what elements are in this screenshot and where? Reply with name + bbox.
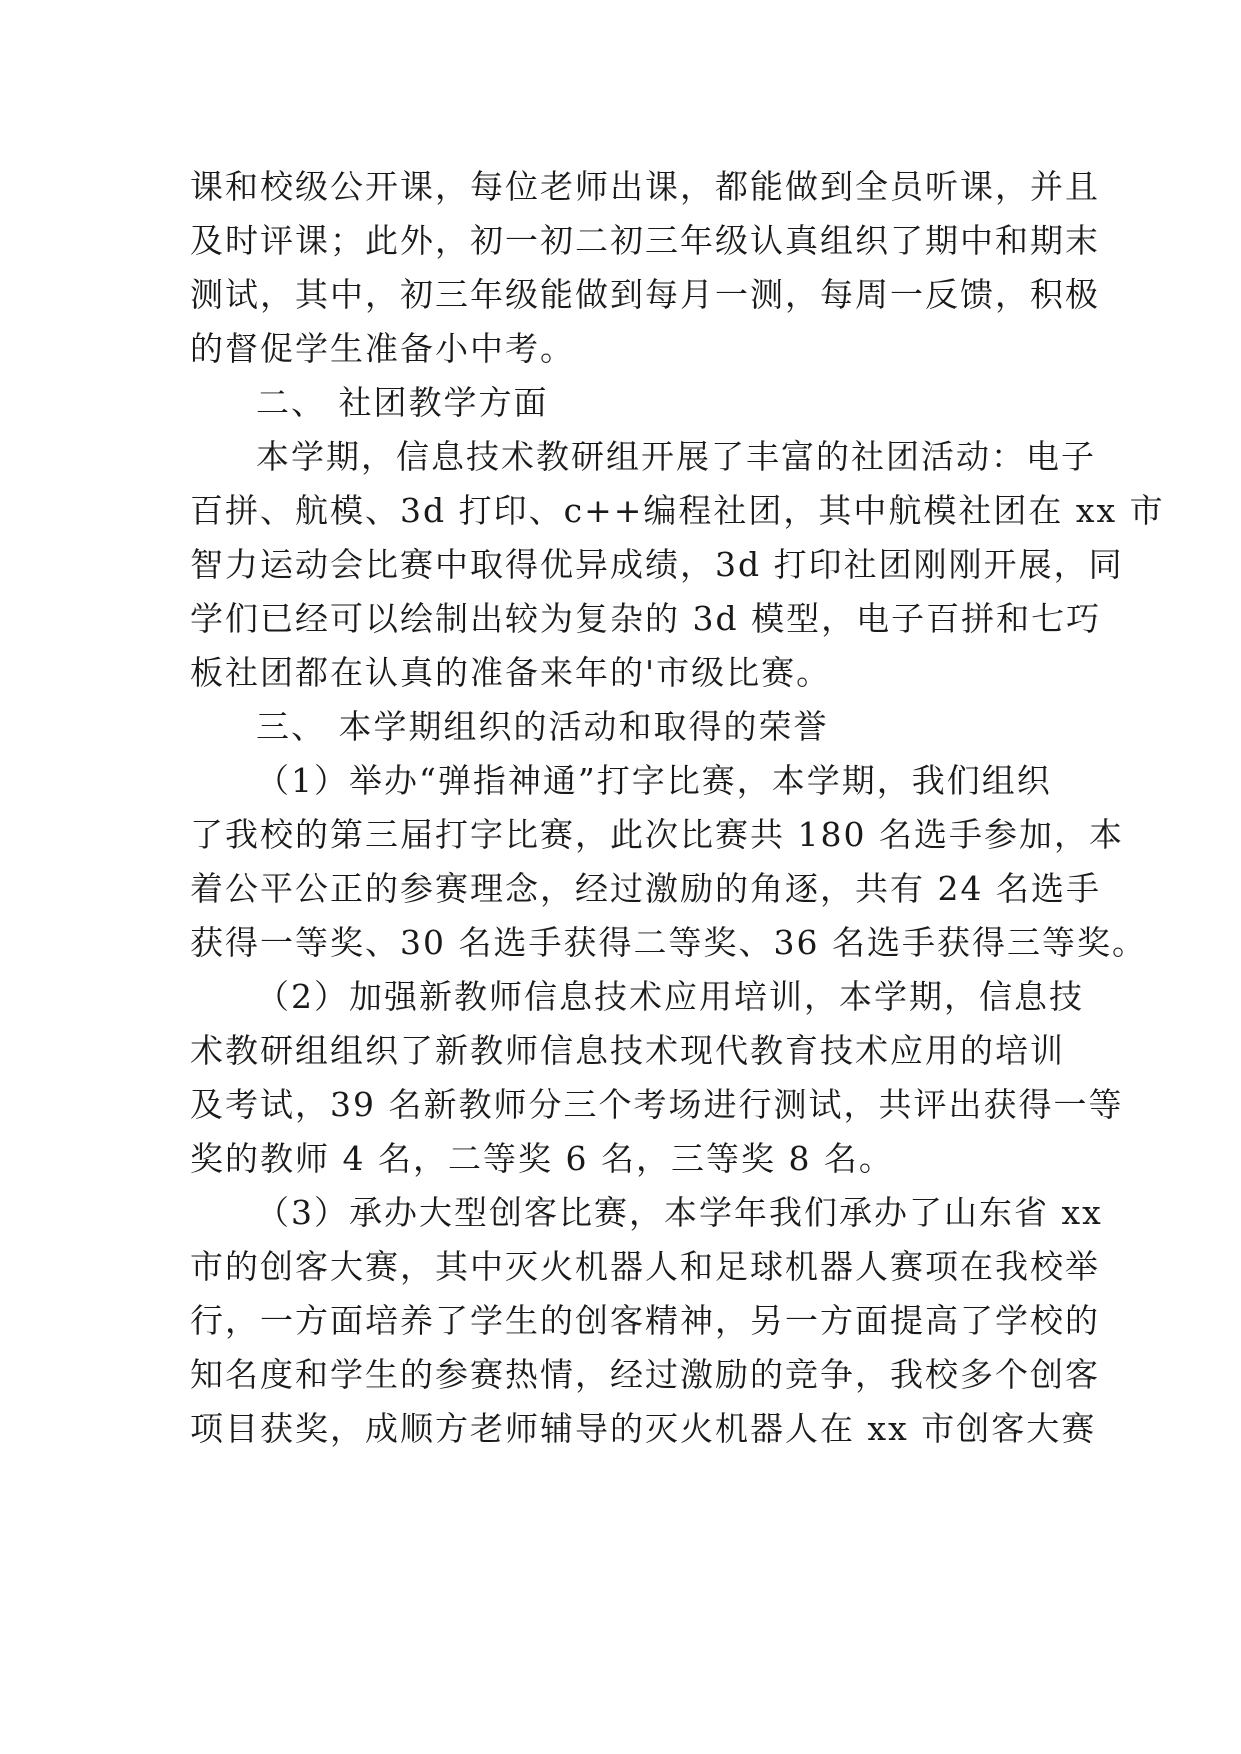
paragraph-line: 课和校级公开课，每位老师出课，都能做到全员听课，并且 [190,167,1100,206]
paragraph-line: 板社团都在认真的准备来年的'市级比赛。 [190,653,832,692]
paragraph-line: 市的创客大赛，其中灭火机器人和足球机器人赛项在我校举 [190,1247,1100,1286]
paragraph-line: 知名度和学生的参赛热情，经过激励的竞争，我校多个创客 [190,1355,1100,1394]
paragraph-line: （2）加强新教师信息技术应用培训，本学期，信息技 [256,977,1084,1016]
paragraph-line: 着公平公正的参赛理念，经过激励的角逐，共有 24 名选手 [190,869,1101,908]
paragraph-line: 及时评课；此外，初一初二初三年级认真组织了期中和期末 [190,221,1100,260]
paragraph-line: （3）承办大型创客比赛，本学年我们承办了山东省 xx [256,1193,1103,1232]
paragraph-line: 及考试，39 名新教师分三个考场进行测试，共评出获得一等 [190,1085,1124,1124]
paragraph-line: 的督促学生准备小中考。 [190,329,575,368]
paragraph-line: 测试，其中，初三年级能做到每月一测，每周一反馈，积极 [190,275,1100,314]
paragraph-line: 了我校的第三届打字比赛，此次比赛共 180 名选手参加，本 [190,815,1124,854]
section-heading: 二、 社团教学方面 [256,383,549,422]
document-body [190,160,1165,1456]
paragraph-line: 奖的教师 4 名，二等奖 6 名，三等奖 8 名。 [190,1139,894,1178]
paragraph-line: （1）举办“弹指神通”打字比赛，本学期，我们组织 [256,761,1052,800]
paragraph-line: 术教研组组织了新教师信息技术现代教育技术应用的培训 [190,1031,1065,1070]
paragraph-line: 百拼、航模、3d 打印、c++编程社团，其中航模社团在 xx 市 [190,491,1165,530]
paragraph-line: 获得一等奖、30 名选手获得二等奖、36 名选手获得三等奖。 [190,923,1147,962]
paragraph-line: 本学期，信息技术教研组开展了丰富的社团活动：电子 [256,437,1096,476]
section-heading: 三、 本学期组织的活动和取得的荣誉 [256,707,829,746]
paragraph-line: 项目获奖，成顺方老师辅导的灭火机器人在 xx 市创客大赛 [190,1409,1097,1448]
paragraph-line: 行，一方面培养了学生的创客精神，另一方面提高了学校的 [190,1301,1100,1340]
paragraph-line: 学们已经可以绘制出较为复杂的 3d 模型，电子百拼和七巧 [190,599,1102,638]
paragraph-line: 智力运动会比赛中取得优异成绩，3d 打印社团刚刚开展，同 [190,545,1124,584]
